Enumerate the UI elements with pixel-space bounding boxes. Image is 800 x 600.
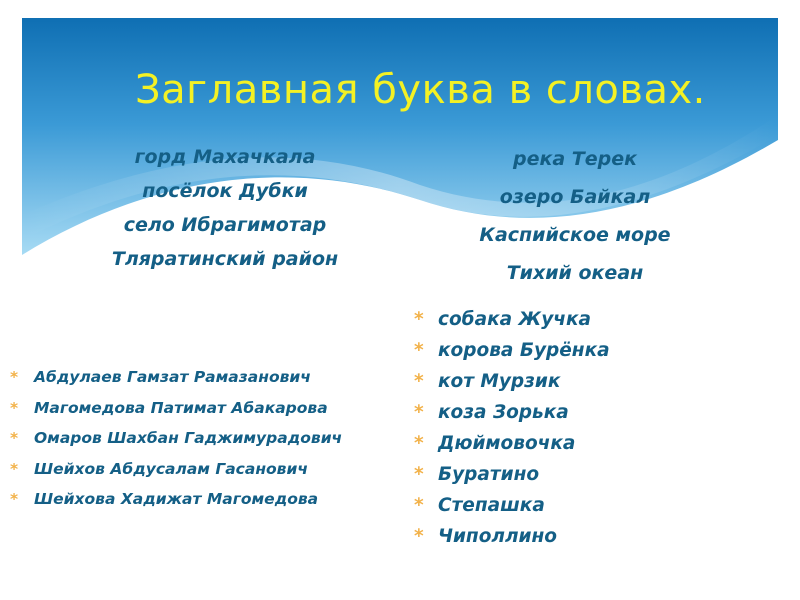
pets-list bbox=[414, 304, 674, 552]
bullet-icon: * bbox=[414, 526, 424, 547]
pet-text: Чиполлино bbox=[438, 526, 557, 547]
places-right bbox=[430, 140, 720, 292]
list-item bbox=[414, 397, 674, 428]
place-item: горд Махачкала bbox=[134, 146, 316, 168]
bullet-icon: * bbox=[10, 398, 19, 417]
list-item bbox=[414, 459, 674, 490]
list-item bbox=[414, 304, 674, 335]
bullet-icon: * bbox=[10, 490, 19, 508]
bullet-icon: * bbox=[414, 495, 424, 516]
list-item bbox=[414, 366, 674, 397]
name-text: Шейхова Хадижат Магомедова bbox=[34, 490, 319, 508]
list-item bbox=[414, 428, 674, 459]
pet-text: Дюймовочка bbox=[438, 433, 576, 454]
bullet-icon: * bbox=[10, 429, 19, 447]
bullet-icon: * bbox=[414, 433, 424, 454]
place-item: посёлок Дубки bbox=[142, 180, 308, 202]
names-list bbox=[10, 362, 390, 515]
places-left bbox=[60, 140, 390, 276]
list-item bbox=[10, 454, 390, 485]
place-item: река Терек bbox=[512, 148, 638, 170]
bullet-icon: * bbox=[414, 402, 424, 423]
list-item bbox=[10, 423, 390, 454]
place-item: село Ибрагимотар bbox=[123, 214, 327, 236]
pet-text: Степашка bbox=[438, 495, 545, 516]
bullet-icon: * bbox=[10, 459, 19, 478]
place-item: Тихий океан bbox=[506, 262, 644, 284]
name-text: Омаров Шахбан Гаджимурадович bbox=[34, 429, 343, 447]
pet-text: корова Бурёнка bbox=[438, 340, 610, 361]
bullet-icon: * bbox=[10, 368, 19, 386]
name-text: Магомедова Патимат Абакарова bbox=[34, 398, 328, 417]
place-item: озеро Байкал bbox=[499, 186, 651, 208]
slide-title: Заглавная буква в словах. bbox=[135, 67, 706, 113]
bullet-icon: * bbox=[414, 309, 424, 330]
pet-text: кот Мурзик bbox=[438, 371, 561, 392]
list-item bbox=[414, 490, 674, 521]
list-item bbox=[10, 393, 390, 424]
pet-text: собака Жучка bbox=[438, 309, 592, 330]
pet-text: коза Зорька bbox=[438, 402, 569, 423]
place-item: Тляратинский район bbox=[111, 248, 339, 270]
list-item bbox=[10, 362, 390, 393]
list-item bbox=[10, 484, 390, 515]
name-text: Абдулаев Гамзат Рамазанович bbox=[34, 368, 311, 386]
name-text: Шейхов Абдусалам Гасанович bbox=[34, 459, 308, 478]
list-item bbox=[414, 521, 674, 552]
bullet-icon: * bbox=[414, 464, 424, 485]
pet-text: Буратино bbox=[438, 464, 540, 485]
list-item bbox=[414, 335, 674, 366]
place-item: Каспийское море bbox=[479, 224, 671, 246]
bullet-icon: * bbox=[414, 371, 424, 392]
bullet-icon: * bbox=[414, 340, 424, 361]
